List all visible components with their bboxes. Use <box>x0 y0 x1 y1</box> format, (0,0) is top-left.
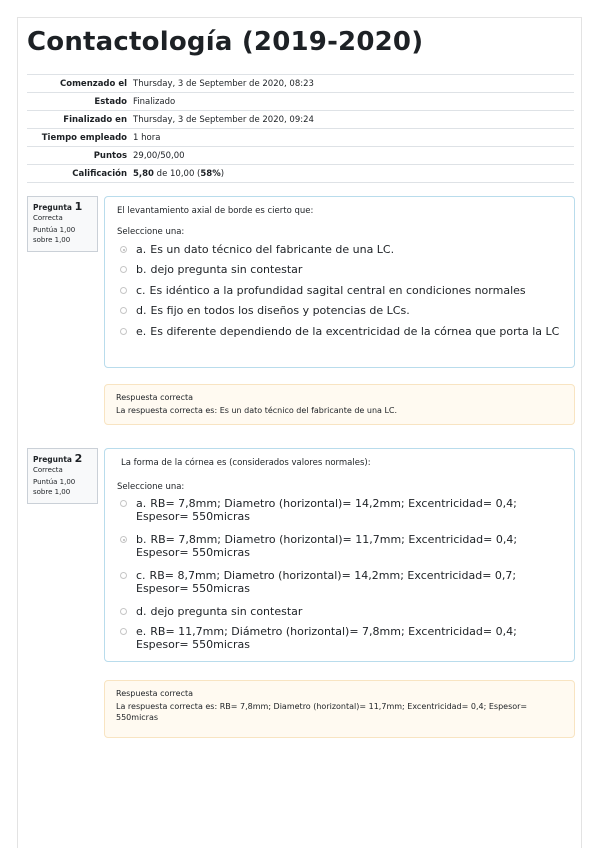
answer-option-b[interactable]: b. dejo pregunta sin contestar <box>118 263 564 276</box>
summary-label: Calificación <box>27 165 133 183</box>
summary-value <box>133 165 574 183</box>
summary-row-grade <box>27 165 574 183</box>
summary-row-time-taken <box>27 129 574 147</box>
question-state: Correcta <box>33 466 63 474</box>
question-grade: Puntúa 1,00 sobre 1,00 <box>33 478 76 496</box>
radio-button[interactable] <box>120 572 127 579</box>
question-number: Pregunta 2 <box>33 452 83 465</box>
question-2-formulation <box>104 448 575 662</box>
radio-button[interactable] <box>120 266 127 273</box>
answer-option-c[interactable]: c. Es idéntico a la profundidad sagital central en condiciones normales <box>118 284 564 297</box>
grade-percent: 58% <box>200 168 221 179</box>
summary-row-marks <box>27 147 574 165</box>
radio-button[interactable] <box>120 628 127 635</box>
page-title: Contactología (2019-2020) <box>27 27 424 57</box>
radio-button[interactable] <box>120 287 127 294</box>
radio-button[interactable] <box>120 328 127 335</box>
question-grade: Puntúa 1,00 sobre 1,00 <box>33 226 76 244</box>
question-1-formulation <box>104 196 575 368</box>
summary-label: Estado <box>27 93 133 111</box>
summary-value: 29,00/50,00 <box>133 147 574 165</box>
feedback-title: Respuesta correcta <box>116 689 194 698</box>
question-text: El levantamiento axial de borde es cierto que: <box>117 206 314 216</box>
answer-option-d[interactable]: d. Es fijo en todos los diseños y potencias de LCs. <box>118 304 564 317</box>
question-1-info <box>27 196 98 252</box>
summary-row-state <box>27 93 574 111</box>
radio-button-checked[interactable] <box>120 536 127 543</box>
summary-label: Comenzado el <box>27 75 133 93</box>
summary-label: Tiempo empleado <box>27 129 133 147</box>
answer-option-e[interactable]: e. RB= 11,7mm; Diámetro (horizontal)= 7,8mm; Excentricidad= 0,4; Espesor= 550micras <box>118 625 564 651</box>
question-2-info <box>27 448 98 504</box>
radio-button-checked[interactable] <box>120 246 127 253</box>
feedback-right-answer: La respuesta correcta es: Es un dato técnico del fabricante de una LC. <box>116 406 398 415</box>
feedback-title: Respuesta correcta <box>116 393 194 402</box>
grade-close: ) <box>220 168 225 179</box>
summary-value: Finalizado <box>133 93 574 111</box>
radio-button[interactable] <box>120 500 127 507</box>
question-text: La forma de la córnea es (considerados valores normales): <box>121 458 371 468</box>
summary-row-started <box>27 75 574 93</box>
summary-value: Thursday, 3 de September de 2020, 08:23 <box>133 75 574 93</box>
summary-label: Finalizado en <box>27 111 133 129</box>
answer-option-a[interactable]: a. Es un dato técnico del fabricante de una LC. <box>118 243 564 256</box>
question-1-feedback <box>104 384 575 425</box>
answer-option-c[interactable]: c. RB= 8,7mm; Diametro (horizontal)= 14,2mm; Excentricidad= 0,7; Espesor= 550micras <box>118 569 564 595</box>
question-2-feedback <box>104 680 575 738</box>
summary-row-finished <box>27 111 574 129</box>
answer-prompt: Seleccione una: <box>117 227 185 237</box>
summary-value: 1 hora <box>133 129 574 147</box>
question-state: Correcta <box>33 214 63 222</box>
radio-button[interactable] <box>120 608 127 615</box>
grade-value: 5,80 <box>133 168 154 179</box>
answer-prompt: Seleccione una: <box>117 482 185 492</box>
feedback-right-answer: La respuesta correcta es: RB= 7,8mm; Diametro (horizontal)= 11,7mm; Excentricidad= 0,4; Espesor= 550micras <box>116 702 528 722</box>
radio-button[interactable] <box>120 307 127 314</box>
answer-option-d[interactable]: d. dejo pregunta sin contestar <box>118 605 564 618</box>
summary-value: Thursday, 3 de September de 2020, 09:24 <box>133 111 574 129</box>
summary-label: Puntos <box>27 147 133 165</box>
answer-option-a[interactable]: a. RB= 7,8mm; Diametro (horizontal)= 14,2mm; Excentricidad= 0,4; Espesor= 550micras <box>118 497 564 523</box>
answer-option-b[interactable]: b. RB= 7,8mm; Diametro (horizontal)= 11,7mm; Excentricidad= 0,4; Espesor= 550micras <box>118 533 564 559</box>
answer-option-e[interactable]: e. Es diferente dependiendo de la excentricidad de la córnea que porta la LC <box>118 325 564 338</box>
question-number: Pregunta 1 <box>33 200 83 213</box>
grade-out-of: de 10,00 ( <box>153 168 201 179</box>
attempt-summary-table <box>27 74 574 183</box>
